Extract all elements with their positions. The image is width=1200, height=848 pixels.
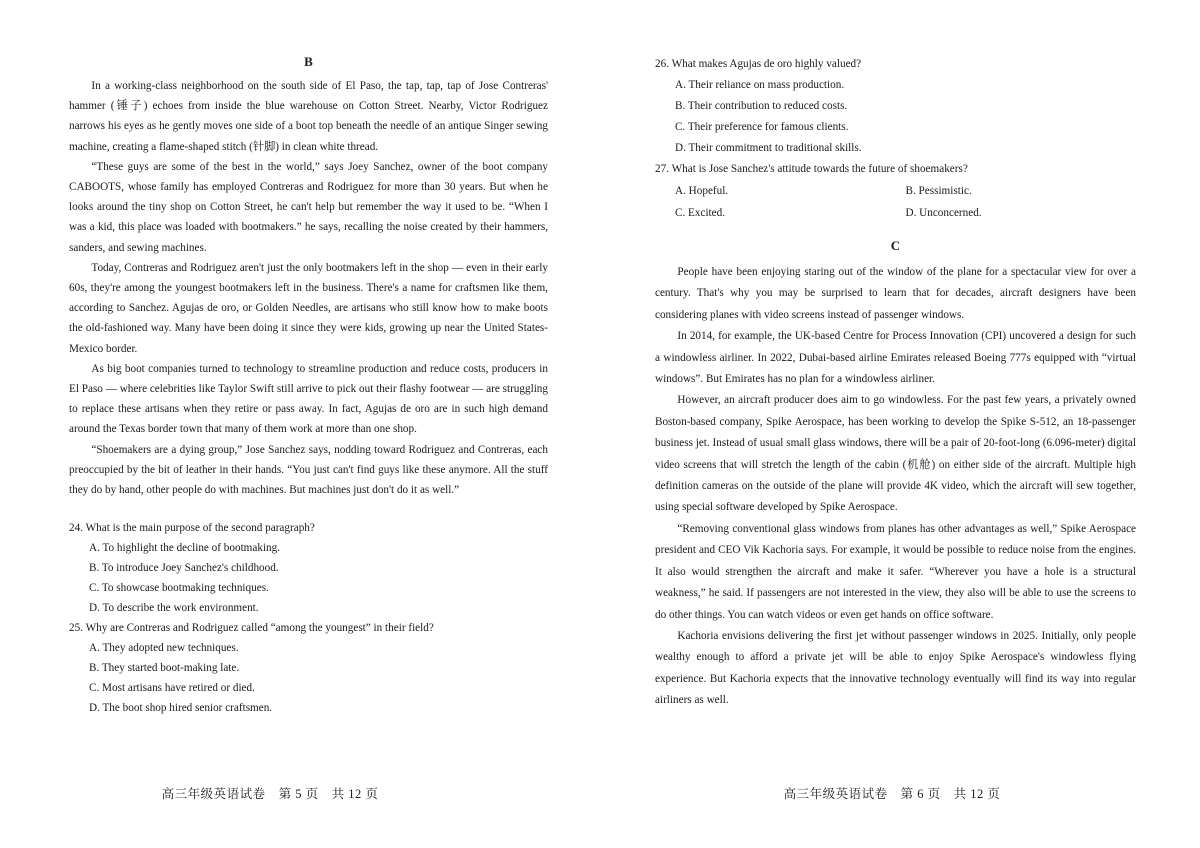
question-27-options-row-1 [675,180,1136,202]
passage-c-paragraph-1: People have been enjoying staring out of the window of the plane for a spectacular view for over a century. That's why you may be surprised to learn that for decades, aircraft designers have been considering planes with video screens instead of passenger windows. [655,266,1136,321]
question-25 [69,618,548,718]
question-24-option-c: C. To showcase bootmaking techniques. [89,582,269,595]
right-column [655,54,1136,712]
page-6-footer: 高三年级英语试卷 第 6 页 共 12 页 [783,787,1001,801]
passage-c-paragraph-5: Kachoria envisions delivering the first jet without passenger windows in 2025. Initially, only people wealthy enough to afford a private jet will be able to enjoy Spike Aerospace's windowless flying experience. But Kachoria expects that the innovative technology eventually will find its way into regular airliners as well. [655,629,1136,707]
question-27-options-row-2 [675,202,1136,224]
question-25-option-c: C. Most artisans have retired or died. [89,682,255,695]
question-26-option-a: A. Their reliance on mass production. [675,79,845,91]
section-b-title: B [304,54,313,69]
question-26 [655,54,1136,159]
question-27-option-c: C. Excited. [675,207,726,219]
passage-b-paragraph-3: Today, Contreras and Rodriguez aren't just the only bootmakers left in the shop — even in their early 60s, they're among the youngest bootmakers left in the business. There's a name for craftsmen like them, according to Sanchez. Agujas de oro, or Golden Needles, are artisans who still know how to make boots the old-fashioned way. Many have been doing it since they were kids, growing up near the United States-Mexico border. [69,261,548,355]
passage-b-paragraph-1: In a working-class neighborhood on the south side of El Paso, the tap, tap, tap of Jose Contreras' hammer (锤子) echoes from inside the blue warehouse on Cotton Street. Nearby, Victor Rodriguez narrows his eyes as he gently moves one side of a boot top beneath the needle of an antique Singer sewing machine, creating a flame-shaped stitch (针脚) in clean white thread. [69,80,548,153]
question-24-stem: 24. What is the main purpose of the second paragraph? [69,522,315,535]
question-25-option-d: D. The boot shop hired senior craftsmen. [89,702,273,715]
question-24-option-b: B. To introduce Joey Sanchez's childhood. [89,562,279,575]
left-column [69,54,548,718]
right-page [600,0,1200,848]
question-27-stem: 27. What is Jose Sanchez's attitude towards the future of shoemakers? [655,163,968,175]
passage-c-paragraph-4: “Removing conventional glass windows from planes has other advantages as well,” Spike Aerospace president and CEO Vik Kachoria says. For example, it would be possible to reduce noise from the engines. It also would strengthen the aircraft and make it safer. “Wherever you have a hole is a structural weakness,” he said. If passengers are not interested in the view, they also will be able to use the screens to do other things. You can watch videos or even get hands on office software. [655,522,1136,621]
question-24 [69,518,548,618]
question-24-option-d: D. To describe the work environment. [89,602,259,615]
page-5-footer: 高三年级英语试卷 第 5 页 共 12 页 [161,787,379,801]
question-27-option-a: A. Hopeful. [675,185,729,197]
question-25-option-b: B. They started boot-making late. [89,662,240,675]
question-25-stem: 25. Why are Contreras and Rodriguez called “among the youngest” in their field? [69,622,434,635]
passage-c-paragraph-3: However, an aircraft producer does aim to go windowless. For the past few years, a privately owned Boston-based company, Spike Aerospace, has been working to develop the Spike S-512, an 18-passenger business jet. Instead of usual small glass windows, there will be a pair of 20-foot-long (6.096-meter) digital video screens that will stretch the length of the cabin (机舱) on either side of the aircraft. Multiple high definition cameras on the outside of the plane will provide 4K video, which the aircraft will sew together, using special software developed by Spike Aerospace. [655,394,1136,514]
section-c-title: C [890,238,901,253]
question-27-option-b: B. Pessimistic. [905,185,972,197]
question-26-stem: 26. What makes Agujas de oro highly valued? [655,58,862,70]
passage-b-paragraph-4: As big boot companies turned to technology to streamline production and reduce costs, producers in El Paso — where celebrities like Taylor Swift still arrive to pick out their flashy footwear — are struggling to replace these artisans when they retire or pass away. In fact, Agujas de oro are in such high demand around the Texas border town that many of them work at more than one shop. [69,362,548,436]
question-25-option-a: A. They adopted new techniques. [89,642,239,655]
question-24-option-a: A. To highlight the decline of bootmaking. [89,542,281,555]
question-26-option-c: C. Their preference for famous clients. [675,121,849,133]
question-27 [655,159,1136,224]
question-27-option-d: D. Unconcerned. [905,207,982,219]
passage-b-paragraph-2: “These guys are some of the best in the world,” says Joey Sanchez, owner of the boot company CABOOTS, whose family has employed Contreras and Rodriguez for more than 30 years. But when he looks around the tiny shop on Cotton Street, he can't help but remember the way it used to be. “When I was a kid, this place was loaded with bootmakers.” he says, recalling the noise created by their hammers, sanders, and sewing machines. [69,160,548,254]
question-26-option-b: B. Their contribution to reduced costs. [675,100,848,112]
question-26-option-d: D. Their commitment to traditional skills. [675,142,862,154]
passage-c-paragraph-2: In 2014, for example, the UK-based Centre for Process Innovation (CPI) uncovered a design for such a windowless airliner. In 2022, Dubai-based airline Emirates released Boeing 777s equipped with “virtual windows”. But Emirates has no plan for a windowless airliner. [655,330,1136,386]
passage-b-paragraph-5: “Shoemakers are a dying group,” Jose Sanchez says, nodding toward Rodriguez and Contreras, each preoccupied by the bit of leather in their hands. “You just can't find guys like these anymore. All the stuff they do by hand, other people do with machines. But machines just don't do it as well.” [69,443,548,497]
